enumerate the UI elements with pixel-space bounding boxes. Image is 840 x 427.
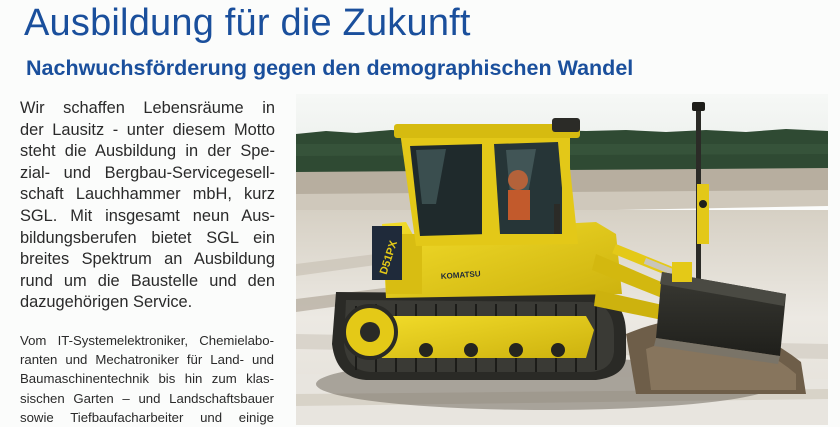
lead-line: Wir schaffen Lebensräume in (20, 99, 275, 117)
lead-line: breites Spektrum an Ausbildung (20, 250, 275, 269)
brand-label: KOMATSU (440, 269, 481, 281)
body-line: Vom IT-Systemelektroniker, Chemielabo- (20, 333, 274, 348)
lead-line: SGL. Mit insgesamt neun Aus- (20, 206, 275, 225)
exhaust-pipe (554, 204, 560, 234)
body-paragraph (20, 331, 274, 427)
body-line: Baumaschinentechnik bis hin zum klas- (20, 371, 274, 387)
lead-line: dazugehörigen Service. (20, 293, 193, 312)
lead-paragraph (20, 98, 275, 314)
lead-line: der Lausitz - unter diesem Motto (20, 120, 275, 139)
page-title: Ausbildung für die Zukunft (24, 2, 471, 44)
lead-line: bildungsberufen bietet SGL ein (20, 228, 275, 247)
body-line: sischen Garten – und Landschaftsbauer (20, 390, 274, 406)
model-label: D51PX (377, 239, 400, 277)
body-line: sowie Tiefbaufacharbeiter und einige (20, 409, 274, 425)
page-subtitle: Nachwuchsförderung gegen den demographischen Wandel (26, 56, 634, 80)
bulldozer-photo (296, 94, 828, 425)
body-line: ranten und Mechatroniker für Land- und (20, 352, 274, 368)
lead-line: zial- und Bergbau-Servicegesell- (20, 163, 275, 182)
lead-line: steht die Ausbildung in der Spe- (20, 142, 275, 161)
lead-line: rund um die Baustelle und den (20, 271, 275, 290)
lead-line: schaft Lauchhammer mbH, kurz (20, 185, 275, 204)
